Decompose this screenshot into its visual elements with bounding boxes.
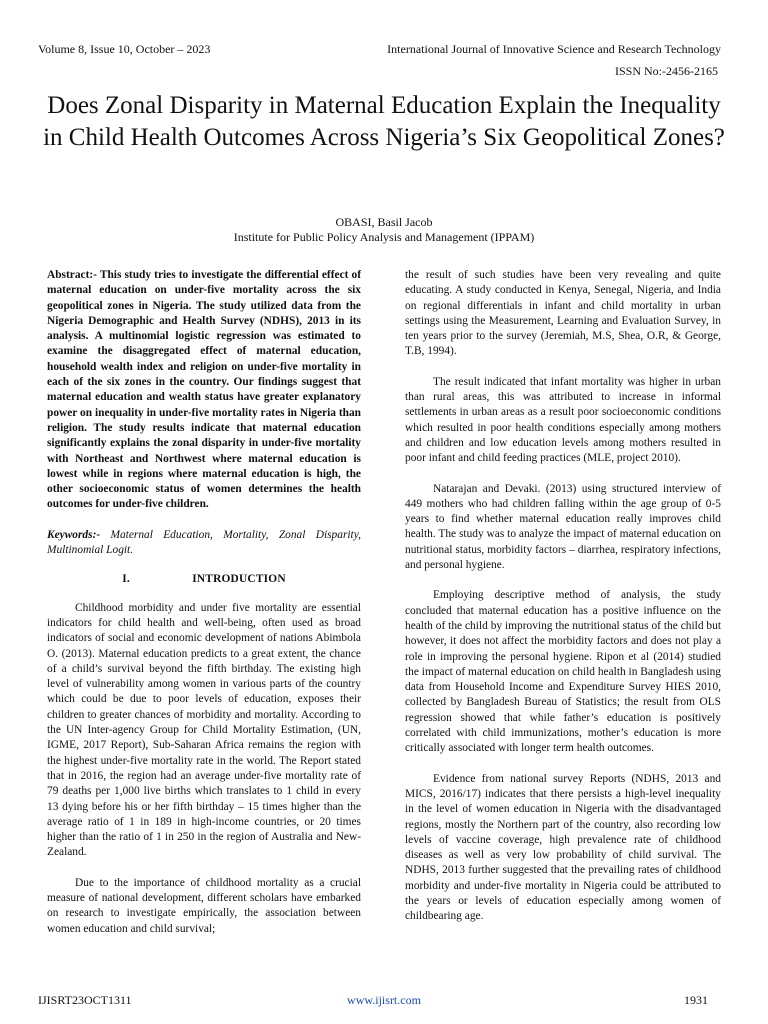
keywords [47,528,361,559]
paragraph: Natarajan and Devaki. (2013) using structured interview of 449 mothers who had children falling within the age group of 0-5 years to find whether maternal education really improves child health. The study was to analyze the impact of maternal education on nutritional status, morbidity factors – diarrhea, respiratory infections, and personal hygiene. [405,482,721,572]
article-id: IJISRT23OCT1311 [38,993,132,1007]
keywords-label: Keywords:- [47,528,101,541]
section-number: I. [122,573,130,586]
right-column [405,268,721,925]
issn: ISSN No:-2456-2165 [614,64,718,78]
page-number: 1931 [684,993,708,1007]
paragraph: Employing descriptive method of analysis, the study concluded that maternal education has a positive influence on the health of the child by improving the nutritional status of the child but however, it does not affect the morbidity factors and does not play a role in improving the personal hygiene. Ripon et al (2014) studied the impact of maternal education on child health in Bangladesh using data from Household Income and Expenditure Survey HIES 2010, collected by Bangladesh Bureau of Statistics; the result from OLS regression showed that while father’s education is positively correlated with child immunizations, mother’s education is more critically associated with longer term health outcomes. [405,589,721,755]
keywords-text: Maternal Education, Mortality, Zonal Disparity, Multinomial Logit. [47,528,361,557]
institution: Institute for Public Policy Analysis and Management (IPPAM) [233,230,535,244]
section-heading [47,572,361,587]
website-link[interactable]: www.ijisrt.com [347,993,421,1007]
volume-info: Volume 8, Issue 10, October – 2023 [38,42,211,56]
abstract: Abstract:- This study tries to investigate the differential effect of maternal education on under-five mortality across the six geopolitical zones in Nigeria. The study utilized data from the Nigeria Demographic and Health Survey (NDHS), 2013 in its analysis. A multinomial logistic regression was estimated to examine the disaggregated effect of maternal education, household wealth index and religion on under-five mortality in each of the six zones in the country. Our findings suggest that maternal education and wealth status have greater explanatory power on inequality in under-five mortality rates in Nigeria than religion. The study results indicate that maternal education significantly explains the zonal disparity in under-five mortality with Northeast and Northwest where maternal education is lowest while in regions where maternal education is high, the other socioeconomic status of women determines the health outcomes for under-five children. [47,269,361,511]
author: OBASI, Basil Jacob [335,215,433,229]
journal-name: International Journal of Innovative Science and Research Technology [387,42,721,56]
paper-title: Does Zonal Disparity in Maternal Education Explain the Inequality in Child Health Outcomes Across Nigeria’s Six Geopolitical Zones? [43,92,725,151]
paragraph: The result indicated that infant mortality was higher in urban than rural areas, this was attributed to increase in informal settlements in urban areas as a result poor socioeconomic conditions which resulted in poor health conditions especially among mothers and children and low education levels among mothers resulted in poor infant and child feeding practices (MLE, project 2010). [405,375,721,465]
left-column [47,268,361,937]
paragraph: Due to the importance of childhood mortality as a crucial measure of national development, different scholars have embarked on research to investigate empirically, the association between women education and child survival; [47,876,361,935]
paragraph: the result of such studies have been very revealing and quite educating. A study conducted in Kenya, Senegal, Nigeria, and India on regional differentials in infant and child mortality in urban settings using the Measurement, Learning and Evaluation Survey, in ten years prior to the survey (Jeremiah, M.S, Shea, O.R, & George, T.B, 1994). [405,269,721,358]
paragraph: Evidence from national survey Reports (NDHS, 2013 and MICS, 2016/17) indicates that there persists a high-level inequality in the level of women education in Nigeria with the disadvantaged regions, mostly the Northern part of the country, also recording low levels of vaccine coverage, high prevalence rate of childhood diseases as well as very low probability of child survival. The NDHS, 2013 further suggested that the prevailing rates of childhood morbidity and under-five mortality in Nigeria could be attributed to the years or levels of education especially among women of childbearing age. [405,772,721,923]
paragraph: Childhood morbidity and under five mortality are essential indicators for child health and well-being, often used as broad indicators of social and economic development of nations Abimbola O. (2013). Maternal education predicts to a great extent, the chance of a child’s survival beyond the fifth birthday. The existing high level of vulnerability among women in various parts of the country which could be due to poor levels of education, exposes their children to greater chances of morbidity and mortality. According to the UN Inter-agency Group for Child Mortality Estimation, (UN, IGME, 2017 Report), Sub-Saharan Africa remains the region with the highest under-five mortality rate in the world. The Report stated that in 2016, the region had an average under-five mortality rate of 79 deaths per 1,000 live births which translates to 1 child in every 13 dying before his or her fifth birthday – 15 times higher than the average ratio of 1 in 189 in high-income countries, or 20 times higher than the ratio of 1 in 250 in the region of Australia and New-Zealand. [47,601,361,859]
section-title: INTRODUCTION [192,573,286,586]
